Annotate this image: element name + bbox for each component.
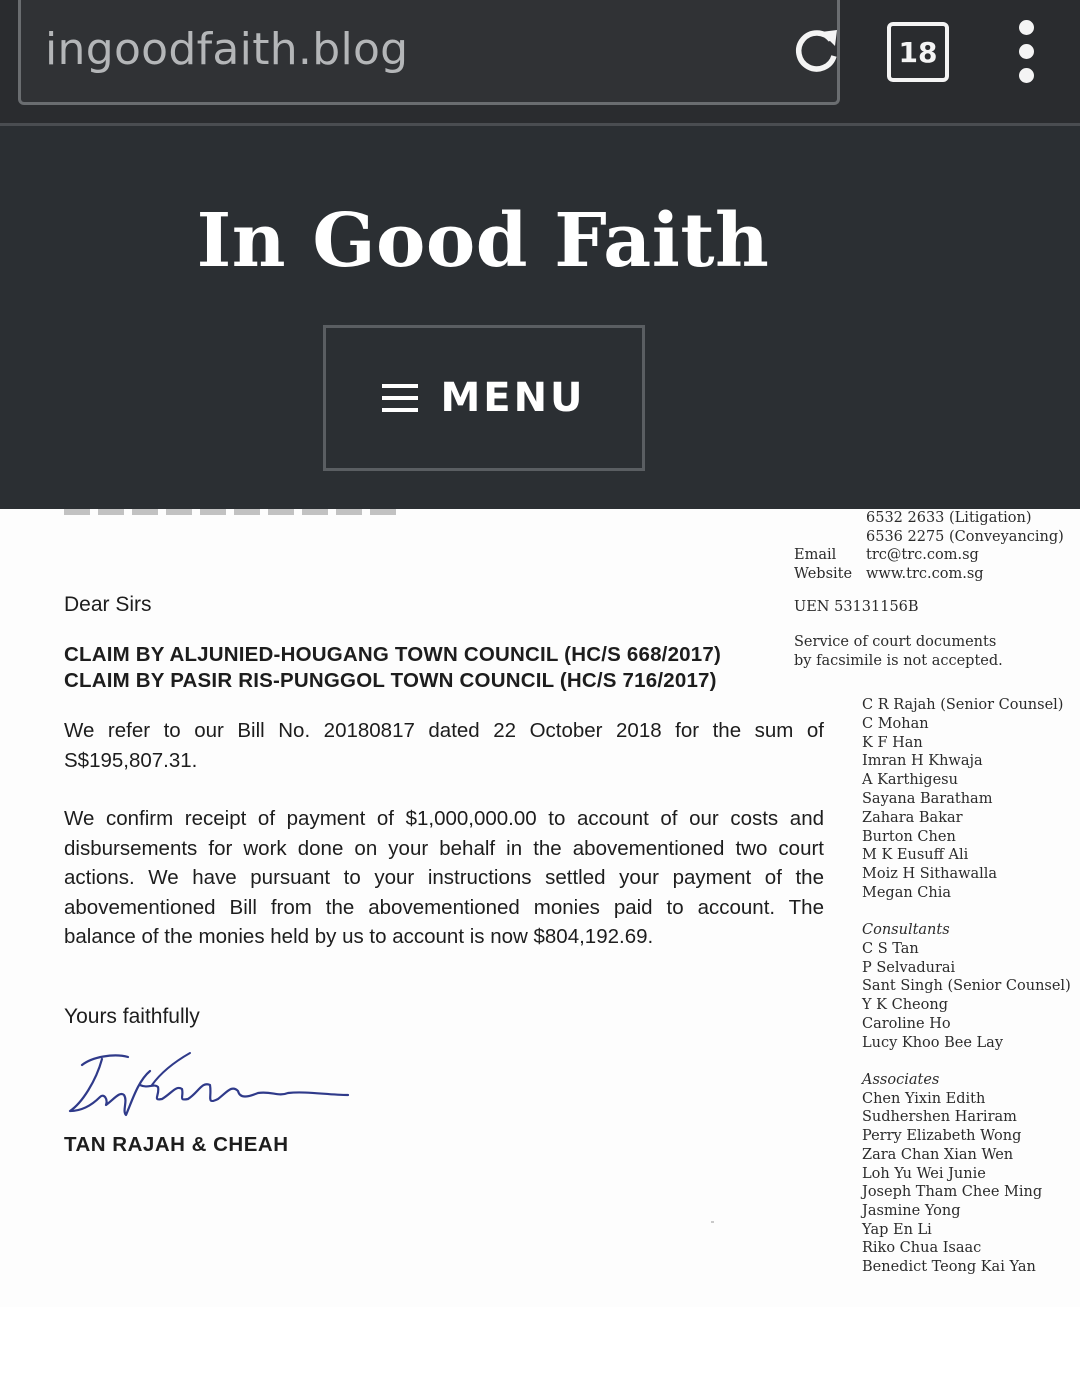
site-header xyxy=(0,126,1080,509)
associate-name: Benedict Teong Kai Yan xyxy=(862,1259,1036,1276)
service-note-line: by facsimile is not accepted. xyxy=(794,653,1003,669)
associates-list xyxy=(862,1071,1042,1277)
partner-name: Burton Chen xyxy=(862,828,956,845)
email-value: trc@trc.com.sg xyxy=(866,547,979,563)
partner-name: C R Rajah (Senior Counsel) xyxy=(862,697,1064,713)
browser-toolbar xyxy=(0,0,1080,126)
overflow-menu-icon[interactable] xyxy=(1010,20,1042,86)
address-bar[interactable] xyxy=(18,0,840,105)
partner-name: Moiz H Sithawalla xyxy=(862,866,998,883)
salutation: Dear Sirs xyxy=(64,593,152,616)
consultant-name: Lucy Khoo Bee Lay xyxy=(862,1034,1004,1051)
phone-line: 6532 2633 (Litigation) xyxy=(866,510,1032,526)
consultant-name: P Selvadurai xyxy=(862,959,956,976)
menu-label: MENU xyxy=(440,375,586,421)
contact-values xyxy=(866,546,984,584)
body-paragraph: We confirm receipt of payment of $1,000,000.00 to account of our costs and disbursements for work done on your behalf in the abovementioned two court actions. We have pursuant to your instructions settled your payment of the abovementioned Bill from the abovementioned monies paid to account. The balance of the monies held by us to account is now $804,192.69. xyxy=(64,807,824,948)
letter-image xyxy=(0,509,1080,1307)
uen-number: UEN 53131156B xyxy=(794,599,919,615)
subject-line: CLAIM BY ALJUNIED-HOUGANG TOWN COUNCIL (HC/S 668/2017) xyxy=(64,643,722,666)
subject-line: CLAIM BY PASIR RIS-PUNGGOL TOWN COUNCIL (HC/S 716/2017) xyxy=(64,669,717,692)
consultant-name: C S Tan xyxy=(862,940,919,957)
phone-line: 6536 2275 (Conveyancing) xyxy=(866,529,1064,545)
menu-button[interactable] xyxy=(323,325,645,471)
partner-name: Zahara Bakar xyxy=(862,809,963,826)
consultants-list xyxy=(862,921,1071,1053)
partner-name: M K Eusuff Ali xyxy=(862,847,969,864)
associate-name: Loh Yu Wei Junie xyxy=(862,1165,986,1182)
associate-name: Zara Chan Xian Wen xyxy=(862,1146,1014,1163)
associate-name: Joseph Tham Chee Ming xyxy=(862,1184,1043,1201)
service-note-line: Service of court documents xyxy=(794,634,997,650)
consultant-name: Sant Singh (Senior Counsel) xyxy=(862,978,1071,995)
hamburger-icon xyxy=(382,384,418,412)
reload-icon[interactable] xyxy=(791,26,841,78)
partner-name: A Karthigesu xyxy=(862,772,958,789)
service-note xyxy=(794,633,1003,671)
consultants-heading: Consultants xyxy=(862,922,950,938)
signature xyxy=(62,1041,362,1121)
partner-name: C Mohan xyxy=(862,715,929,732)
associates-heading: Associates xyxy=(862,1072,940,1088)
website-label: Website xyxy=(794,566,853,582)
partner-name: Imran H Khwaja xyxy=(862,753,983,770)
associate-name: Jasmine Yong xyxy=(862,1202,961,1219)
letterhead-phones xyxy=(866,509,1064,547)
tab-switcher-button[interactable]: 18 xyxy=(887,22,949,82)
website-value: www.trc.com.sg xyxy=(866,566,984,582)
site-title[interactable]: In Good Faith xyxy=(196,198,770,284)
contact-labels xyxy=(794,546,852,584)
email-label: Email xyxy=(794,547,837,563)
consultant-name: Y K Cheong xyxy=(862,997,948,1014)
associate-name: Perry Elizabeth Wong xyxy=(862,1128,1022,1145)
cut-off-text xyxy=(64,509,404,515)
associate-name: Chen Yixin Edith xyxy=(862,1090,986,1107)
partner-name: Sayana Baratham xyxy=(862,790,993,807)
partner-name: Megan Chia xyxy=(862,884,952,901)
body-paragraph: We refer to our Bill No. 20180817 dated 22 October 2018 for the sum of S$195,807.31. xyxy=(64,719,824,772)
associate-name: Yap En Li xyxy=(862,1221,932,1238)
firm-name: TAN RAJAH & CHEAH xyxy=(64,1133,289,1156)
closing: Yours faithfully xyxy=(64,1005,200,1028)
consultant-name: Caroline Ho xyxy=(862,1015,951,1032)
partner-name: K F Han xyxy=(862,734,923,751)
url-text[interactable]: ingoodfaith.blog xyxy=(45,24,409,75)
associate-name: Riko Chua Isaac xyxy=(862,1240,982,1257)
scan-speck xyxy=(711,1221,714,1223)
associate-name: Sudhershen Hariram xyxy=(862,1109,1017,1126)
partners-list xyxy=(862,696,1063,903)
